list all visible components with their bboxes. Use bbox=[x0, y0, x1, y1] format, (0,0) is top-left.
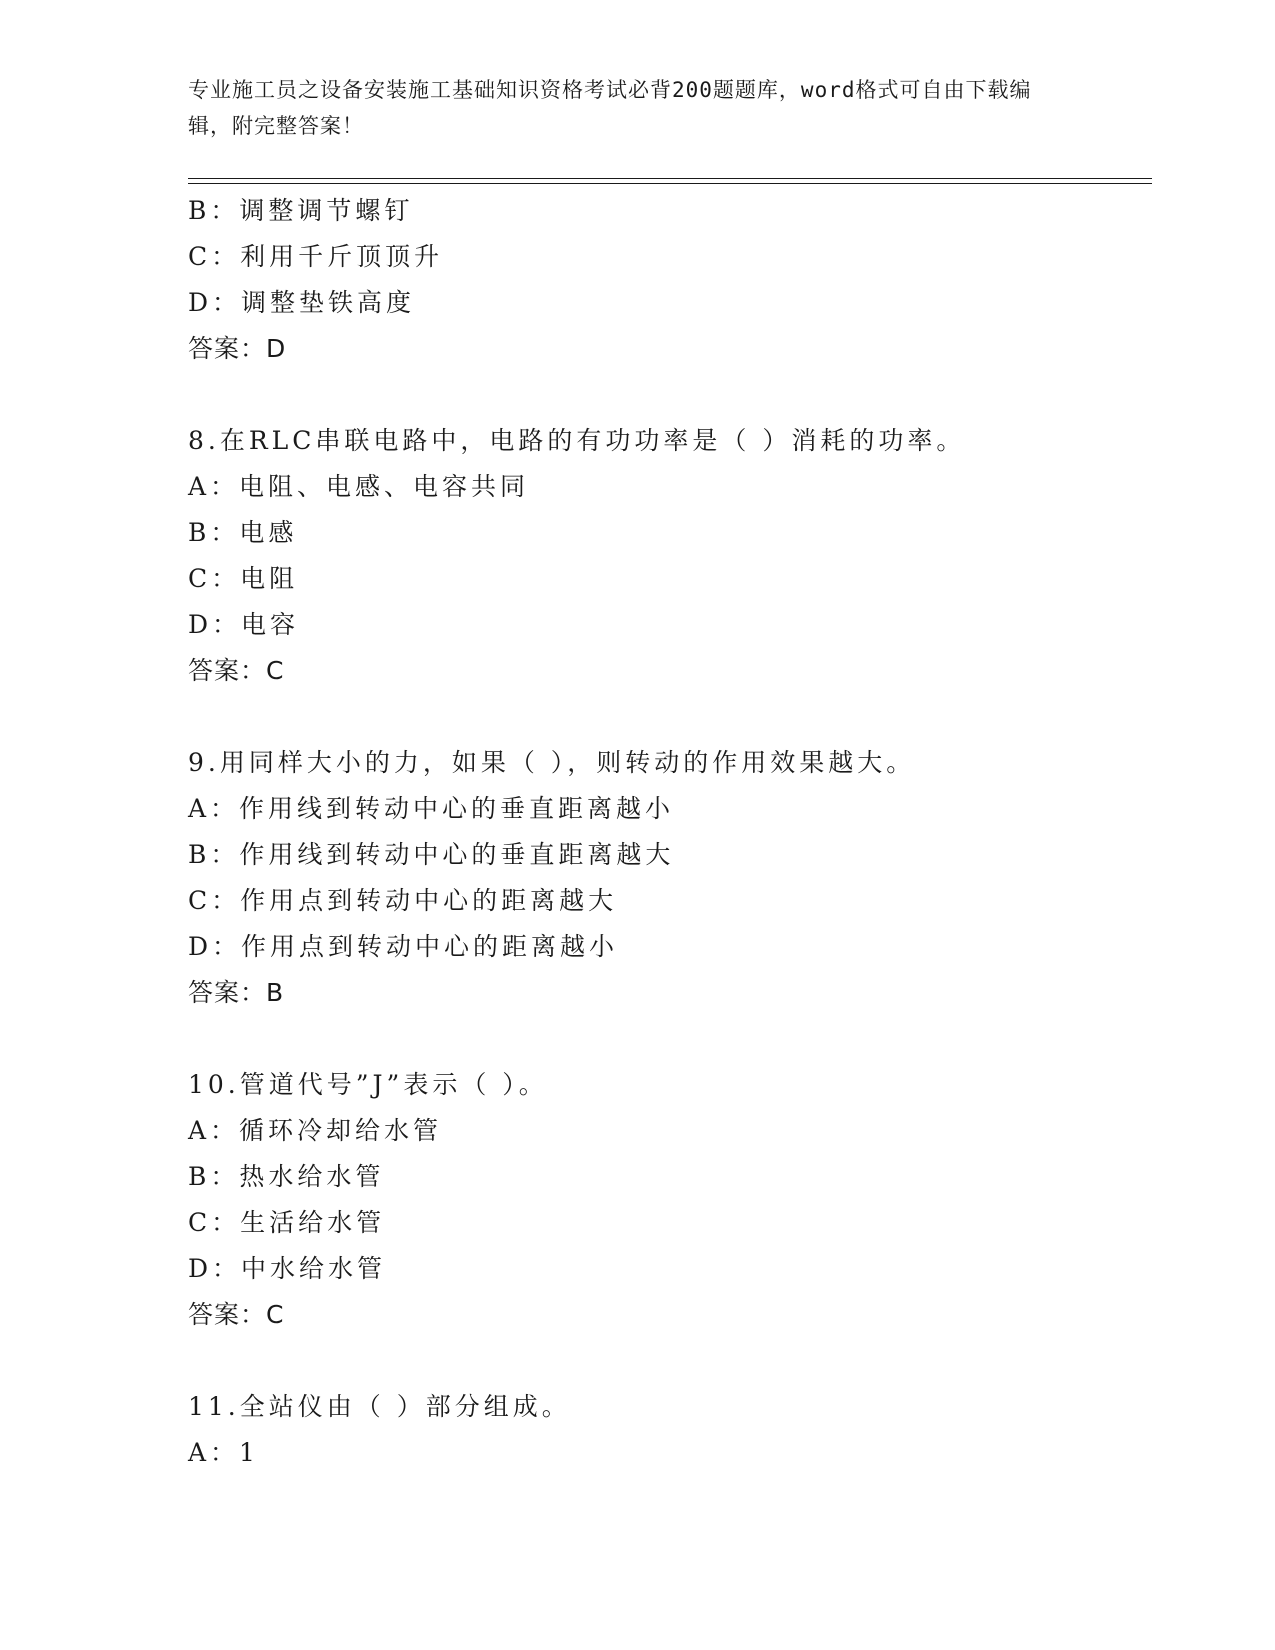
answer-line: 答案：B bbox=[188, 978, 285, 1007]
page-header bbox=[188, 72, 1068, 144]
option-c: C：利用千斤顶顶升 bbox=[188, 242, 444, 271]
spacer bbox=[188, 1338, 1152, 1384]
document-title: 专业施工员之设备安装施工基础知识资格考试必背200题题库，word格式可自由下载编辑，附完整答案！ bbox=[188, 78, 1032, 138]
question-9 bbox=[188, 740, 1152, 1016]
spacer bbox=[188, 694, 1152, 740]
question-7-tail bbox=[188, 188, 1152, 372]
option-a: A：电阻、电感、电容共同 bbox=[188, 472, 530, 501]
option-b: B：作用线到转动中心的垂直距离越大 bbox=[188, 840, 675, 869]
question-11 bbox=[188, 1384, 1152, 1476]
spacer bbox=[188, 372, 1152, 418]
question-list bbox=[188, 188, 1152, 1476]
question-8 bbox=[188, 418, 1152, 694]
answer-line: 答案：C bbox=[188, 656, 285, 685]
option-a: A：循环冷却给水管 bbox=[188, 1116, 443, 1145]
header-rule-bottom bbox=[188, 183, 1152, 184]
answer-line: 答案：D bbox=[188, 334, 287, 363]
answer-line: 答案：C bbox=[188, 1300, 285, 1329]
option-c: C：生活给水管 bbox=[188, 1208, 386, 1237]
header-rule-top bbox=[188, 178, 1152, 179]
option-a: A：1 bbox=[188, 1438, 259, 1467]
question-stem: 9.用同样大小的力，如果（ ），则转动的作用效果越大。 bbox=[188, 748, 916, 777]
option-b: B：热水给水管 bbox=[188, 1162, 385, 1191]
option-c: C：作用点到转动中心的距离越大 bbox=[188, 886, 618, 915]
option-c: C：电阻 bbox=[188, 564, 299, 593]
option-d: D：调整垫铁高度 bbox=[188, 288, 416, 317]
question-stem: 10.管道代号”J”表示（ ）。 bbox=[188, 1070, 548, 1099]
spacer bbox=[188, 1016, 1152, 1062]
option-d: D：中水给水管 bbox=[188, 1254, 387, 1283]
option-b: B：电感 bbox=[188, 518, 298, 547]
question-stem: 11.全站仪由（ ）部分组成。 bbox=[188, 1392, 571, 1421]
option-d: D：电容 bbox=[188, 610, 300, 639]
option-d: D：作用点到转动中心的距离越小 bbox=[188, 932, 619, 961]
question-10 bbox=[188, 1062, 1152, 1338]
option-a: A：作用线到转动中心的垂直距离越小 bbox=[188, 794, 675, 823]
question-stem: 8.在RLC串联电路中，电路的有功功率是（ ）消耗的功率。 bbox=[188, 426, 966, 455]
option-b: B：调整调节螺钉 bbox=[188, 196, 414, 225]
